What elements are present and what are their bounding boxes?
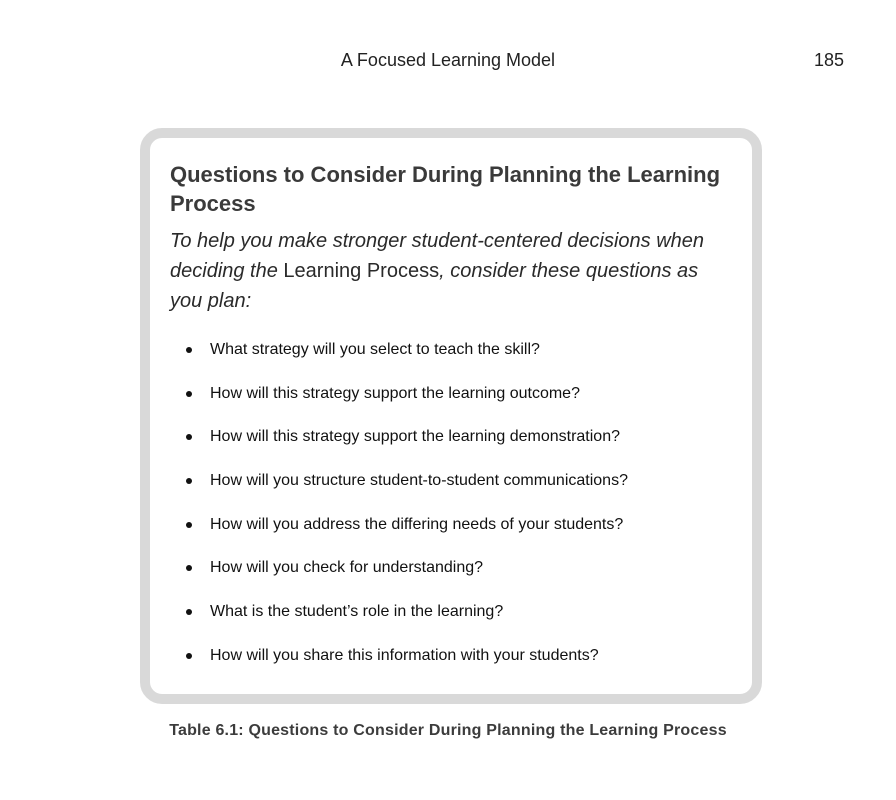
question-text: How will you check for understanding? bbox=[210, 559, 484, 577]
callout-title: Questions to Consider During Planning the Learning Process bbox=[170, 162, 721, 216]
bullet-icon bbox=[186, 391, 192, 397]
question-item bbox=[186, 340, 726, 384]
question-item bbox=[186, 558, 726, 602]
question-list bbox=[186, 340, 726, 690]
question-item bbox=[186, 602, 726, 646]
bullet-icon bbox=[186, 347, 192, 353]
callout-intro bbox=[170, 226, 730, 316]
intro-text-part1: To help you make stronger student-centered decisions when deciding the bbox=[170, 230, 705, 282]
question-item bbox=[186, 471, 726, 515]
question-text: How will you address the differing needs of your students? bbox=[210, 515, 624, 533]
question-text: How will you structure student-to-student communications? bbox=[210, 472, 628, 490]
question-text: What strategy will you select to teach the skill? bbox=[210, 341, 540, 358]
question-item bbox=[186, 427, 726, 471]
intro-emphasis: Learning Process bbox=[283, 260, 440, 282]
bullet-icon bbox=[186, 565, 192, 571]
question-item bbox=[186, 646, 726, 690]
question-item bbox=[186, 515, 726, 559]
table-caption: Table 6.1: Questions to Consider During Planning the Learning Process bbox=[169, 722, 727, 739]
question-text: How will this strategy support the learning outcome? bbox=[210, 384, 580, 402]
callout-box bbox=[140, 128, 762, 704]
bullet-icon bbox=[186, 609, 192, 615]
bullet-icon bbox=[186, 522, 192, 528]
bullet-icon bbox=[186, 653, 192, 659]
bullet-icon bbox=[186, 434, 192, 440]
intro-text-part2: , consider these questions as you plan: bbox=[170, 260, 699, 312]
page-number: 185 bbox=[813, 50, 844, 70]
question-text: How will you share this information with your students? bbox=[210, 646, 599, 664]
question-item bbox=[186, 384, 726, 428]
bullet-icon bbox=[186, 478, 192, 484]
running-head: A Focused Learning Model bbox=[340, 50, 556, 70]
question-text: What is the student’s role in the learning? bbox=[210, 603, 504, 621]
question-text: How will this strategy support the learning demonstration? bbox=[210, 428, 620, 446]
